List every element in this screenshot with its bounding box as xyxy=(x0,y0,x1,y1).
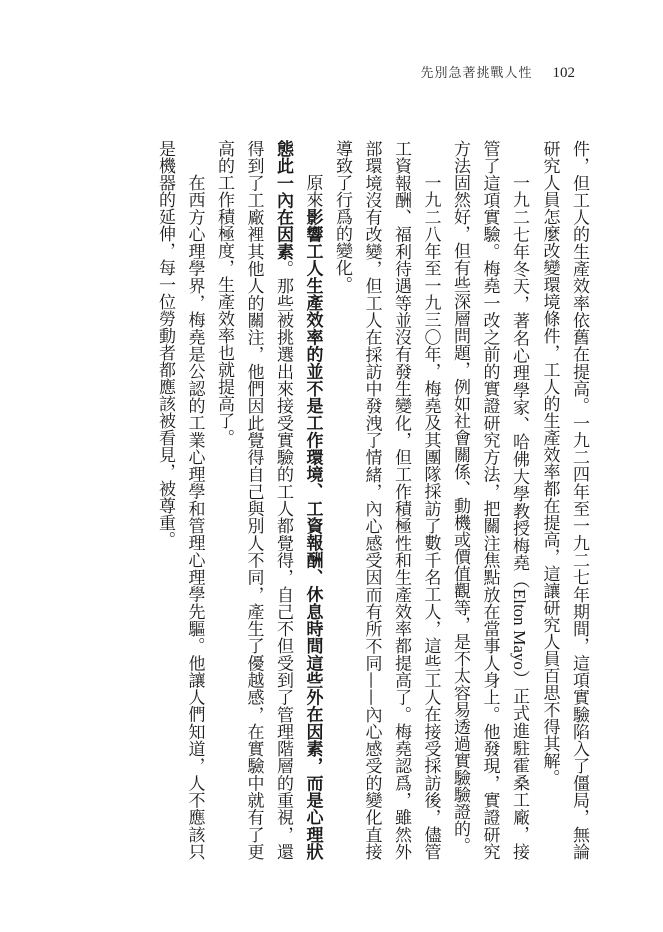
key-finding-bold: 影響工人生產效率的並不是工作環境、工資報酬、休息時間這些外在因素，而是心理狀態此一內在因素 xyxy=(273,140,323,861)
paragraph-5-text: 在西方心理學界，梅堯是公認的工業心理學和管理心理學先驅。他讓人們知道，人不應該只是機器的延伸，每一位勞動者都應該被看見，被尊重。 xyxy=(155,140,205,860)
paragraph-2-text-before: 一九二七年冬天，著名心理學家、哈佛大學教授梅堯（ xyxy=(509,174,529,589)
page-number: 102 xyxy=(552,65,575,81)
paragraph-4-text-before: 原來 xyxy=(302,174,323,209)
mayo-latin-name: Elton Mayo xyxy=(510,588,529,670)
paragraph-1-text: 件，但工人的生產效率依舊在提高。一九二四年至一九二七年期間，這項實驗陷入了僵局，無論研究人員怎麼改變環境條件，工人的生產效率都在提高，這讓研究人員百思不得其解。 xyxy=(539,140,589,860)
paragraph-5 xyxy=(150,140,209,860)
paragraph-2 xyxy=(445,140,535,860)
paragraph-2-text-after: ）正式進駐霍桑工廠，接管了這項實驗。梅堯一改之前的實證研究方法，把關注焦點放在當事人身上。他發現，實證研究方法固然好，但有些深層問題，例如社會關係、動機或價值觀等，是不太容易透過實驗驗證的。 xyxy=(450,140,529,861)
paragraph-3 xyxy=(327,140,445,860)
paragraph-4 xyxy=(209,140,327,860)
body-text xyxy=(63,140,593,860)
header-title: 先別急著挑戰人性 xyxy=(420,66,533,81)
running-header xyxy=(420,62,575,82)
paragraph-3-text: 一九二八年至一九三〇年，梅堯及其團隊採訪了數千名工人，這些工人在接受採訪後，儘管工資報酬、福利待遇等並沒有發生變化，但工作積極性和生產效率都提高了。梅堯認爲，雖然外部環境沒有改變，但工人在採訪中發洩了情緒，內心感受因而有所不同——內心感受的變化直接導致了行爲的變化。 xyxy=(332,140,441,860)
paragraph-4-text-after: 。那些被挑選出來接受實驗的工人都覺得，自己不但受到了管理階層的重視，還得到了工廠裡其他人的關注，他們因此覺得自己與別人不同，產生了優越感，在實驗中就有了更高的工作積極度，生產效率也就提高了。 xyxy=(214,140,293,861)
paragraph-1 xyxy=(534,140,593,860)
